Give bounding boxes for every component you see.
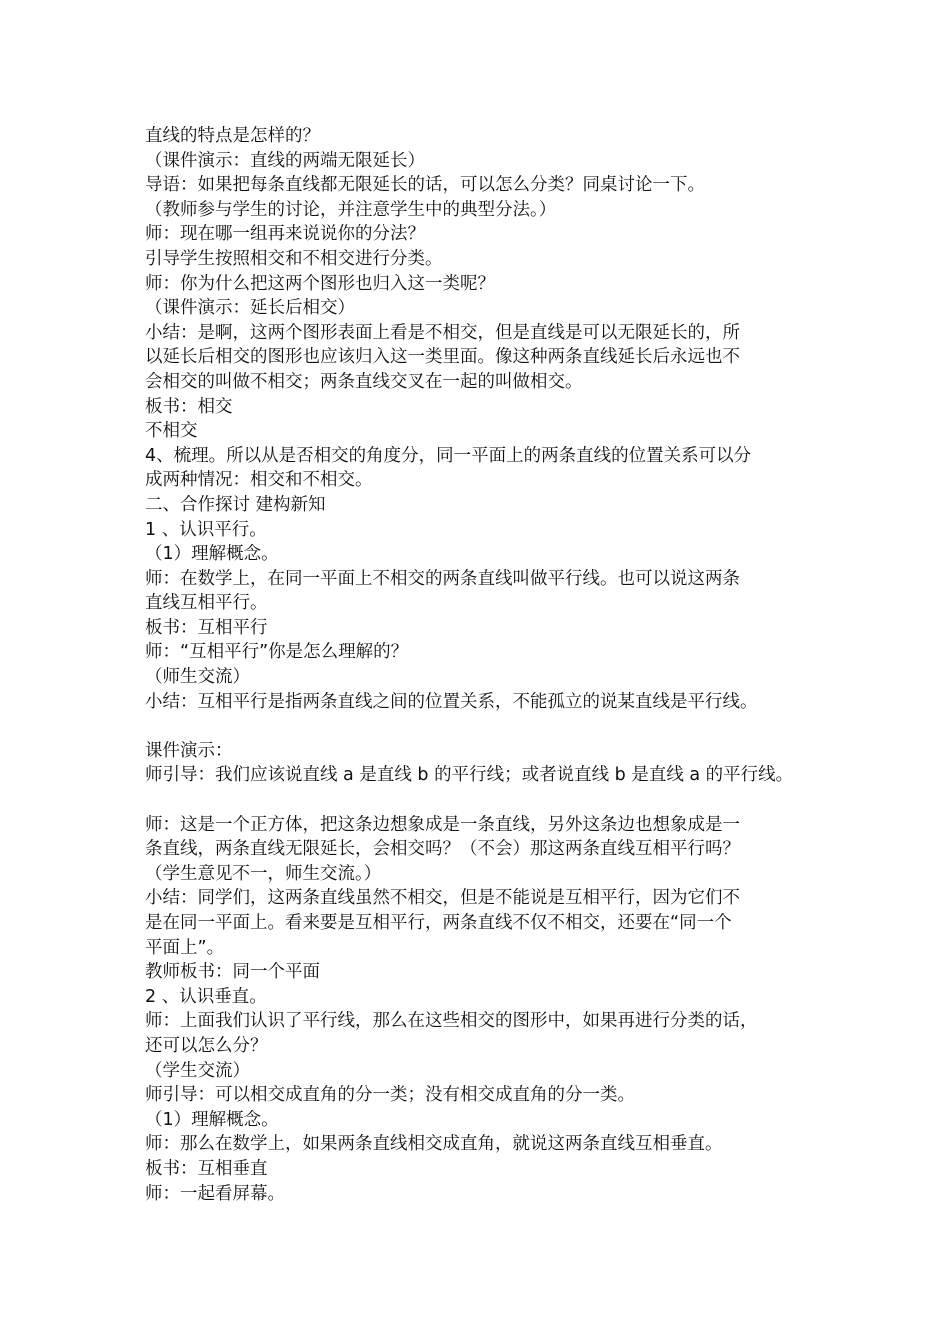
text-line: 1 、认识平行。 bbox=[145, 519, 267, 540]
text-line: （师生交流） bbox=[145, 667, 250, 688]
text-line: 板书：相交 bbox=[145, 396, 233, 417]
text-line: 以延长后相交的图形也应该归入这一类里面。像这种两条直线延长后永远也不 bbox=[145, 347, 740, 368]
text-line: 直线互相平行。 bbox=[145, 593, 268, 614]
text-line: 平面上”。 bbox=[145, 937, 225, 958]
text-line: （学生交流） bbox=[145, 1060, 250, 1081]
text-line: （课件演示：直线的两端无限延长） bbox=[145, 150, 425, 171]
text-line: 师引导：可以相交成直角的分一类；没有相交成直角的分一类。 bbox=[145, 1085, 635, 1106]
text-line: 二、合作探讨 建构新知 bbox=[145, 494, 326, 515]
text-line: （教师参与学生的讨论，并注意学生中的典型分法。） bbox=[145, 199, 557, 220]
text-line: 会相交的叫做不相交；两条直线交叉在一起的叫做相交。 bbox=[145, 371, 583, 392]
text-line: （1）理解概念。 bbox=[145, 544, 279, 565]
text-line: 4、梳理。所以从是否相交的角度分，同一平面上的两条直线的位置关系可以分 bbox=[145, 445, 752, 466]
text-line: 板书：互相垂直 bbox=[145, 1158, 268, 1179]
text-line: 师：“互相平行”你是怎么理解的？ bbox=[145, 642, 409, 663]
text-line: 教师板书：同一个平面 bbox=[145, 962, 320, 983]
text-line: 2 、认识垂直。 bbox=[145, 986, 267, 1007]
text-line: 板书：互相平行 bbox=[145, 617, 268, 638]
text-line: 师：上面我们认识了平行线，那么在这些相交的图形中，如果再进行分类的话， bbox=[145, 1011, 758, 1032]
text-line: 小结：同学们，这两条直线虽然不相交，但是不能说是互相平行，因为它们不 bbox=[145, 888, 740, 909]
text-line: 课件演示： bbox=[145, 740, 233, 761]
document-body bbox=[145, 124, 835, 1206]
text-line: 师：一起看屏幕。 bbox=[145, 1183, 285, 1204]
text-line: （学生意见不一，师生交流。） bbox=[145, 863, 382, 884]
text-line: 是在同一平面上。看来要是互相平行，两条直线不仅不相交，还要在“同一个 bbox=[145, 913, 732, 933]
text-line: 引导学生按照相交和不相交进行分类。 bbox=[145, 248, 443, 269]
text-line: 直线的特点是怎样的？ bbox=[145, 126, 320, 146]
text-line: 师：那么在数学上，如果两条直线相交成直角，就说这两条直线互相垂直。 bbox=[145, 1134, 723, 1155]
text-line: 师：在数学上，在同一平面上不相交的两条直线叫做平行线。也可以说这两条 bbox=[145, 568, 740, 589]
text-line: 条直线，两条直线无限延长，会相交吗？（不会）那这两条直线互相平行吗？ bbox=[145, 839, 740, 860]
text-line: 师引导：我们应该说直线 a 是直线 b 的平行线；或者说直线 b 是直线 a 的平行线。 bbox=[145, 765, 794, 786]
text-line: 师：现在哪一组再来说说你的分法？ bbox=[145, 224, 425, 245]
text-line: （1）理解概念。 bbox=[145, 1109, 279, 1130]
text-line: （课件演示：延长后相交） bbox=[145, 298, 355, 319]
text-line: 小结：互相平行是指两条直线之间的位置关系，不能孤立的说某直线是平行线。 bbox=[145, 691, 758, 712]
blank-line bbox=[145, 788, 835, 813]
text-line: 不相交 bbox=[145, 421, 198, 442]
text-line: 还可以怎么分？ bbox=[145, 1035, 268, 1056]
text-line: 师：这是一个正方体，把这条边想象成是一条直线，另外这条边也想象成是一 bbox=[145, 814, 740, 835]
text-line: 成两种情况：相交和不相交。 bbox=[145, 470, 373, 491]
text-line: 师：你为什么把这两个图形也归入这一类呢？ bbox=[145, 273, 495, 294]
blank-line bbox=[145, 714, 835, 739]
text-line: 小结：是啊，这两个图形表面上看是不相交，但是直线是可以无限延长的，所 bbox=[145, 322, 740, 343]
text-line: 导语：如果把每条直线都无限延长的话，可以怎么分类？同桌讨论一下。 bbox=[145, 175, 705, 196]
